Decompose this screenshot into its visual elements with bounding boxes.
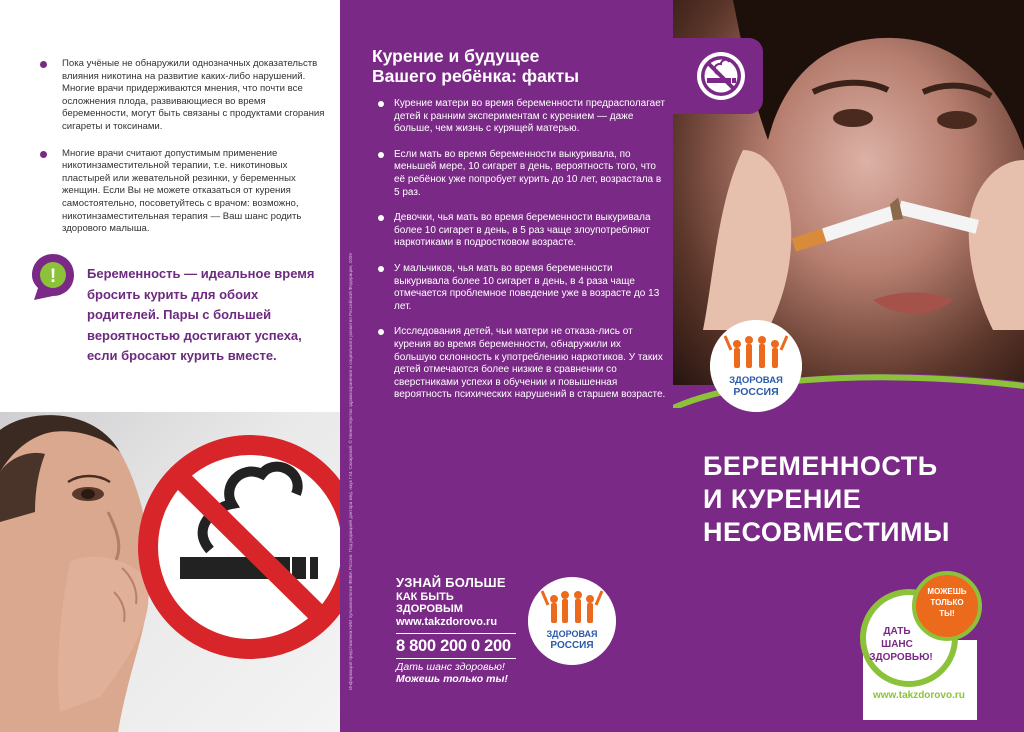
- smoking-woman-photo: [0, 412, 340, 732]
- brochure-title: [703, 450, 1003, 549]
- zdorovaya-rossiya-logo: [710, 320, 802, 412]
- no-smoking-sign: [148, 445, 340, 649]
- right-panel: [673, 0, 1024, 732]
- no-smoking-badge: [673, 38, 763, 114]
- fact-item: Исследования детей, чьи матери не отказа-лись от курения во время беременности, обнаружили их большую склонность к употреблению наркотиков. У таких детей отмечаются более низкие в сравнении со сверстниками успехи в обучении и повышенная вероятность психических нарушений в старшем возрасте.: [376, 326, 666, 402]
- vertical-note: Информация представлена НИИ пульмонологии ФМБА России. Под редакцией доктора мед. наук Г.М. Сахаровой. © Министерство здравоохранения и социального развития Российской Федерации, 2009: [348, 253, 353, 690]
- middle-panel: [340, 0, 673, 732]
- learn-more-heading: УЗНАЙ БОЛЬШЕ: [396, 575, 506, 590]
- website-link[interactable]: www.takzdorovo.ru: [873, 690, 965, 701]
- exclamation-icon: [30, 252, 76, 302]
- logo-text-line-2: РОССИЯ: [733, 386, 779, 398]
- logo-text-line-1: ЗДОРОВАЯ: [729, 375, 783, 386]
- title-line-2: И КУРЕНИЕ: [703, 484, 862, 514]
- exclamation-mark: !: [49, 266, 57, 287]
- smoking-woman-illustration: [0, 412, 340, 732]
- facts-list: [376, 98, 666, 415]
- left-bullet-1: Пока учёные не обнаружили однозначных доказательств влияния никотина на развитие каких-либо нарушений. Многие врачи придерживаются мнения, что почти все осложнения плода, развивающиеся во время беременности, могут быть связаны с продуктами сгорания сигареты и токсинами.: [38, 58, 328, 134]
- bubble-orange-line-3: ТЫ!: [939, 609, 955, 618]
- fact-item: У мальчиков, чья мать во время беременности выкуривала более 10 сигарет в день, в 4 раза чаще отмечается проблемное поведение уже в возрасте до 13 лет.: [376, 263, 666, 313]
- left-panel: [0, 0, 340, 732]
- slogan-line-2: Можешь только ты!: [396, 673, 508, 685]
- zdorovaya-rossiya-logo: [528, 577, 616, 665]
- no-smoking-icon: [673, 38, 763, 114]
- facts-title-line-2: Вашего ребёнка: факты: [372, 66, 580, 86]
- fact-item: Если мать во время беременности выкуривала, по меньшей мере, 10 сигарет в день, вероятность того, что её ребёнок уже попробует курить до 10 лет, возрастала в 5 раз.: [376, 149, 666, 199]
- fact-item: Девочки, чья мать во время беременности выкуривала более 10 сигарет в день, в 5 раз чаще злоупотребляют наркотиками в подростковом возрасте.: [376, 212, 666, 250]
- bubble-green-line-2: ШАНС: [881, 639, 913, 650]
- slogan-line-1: Дать шанс здоровью!: [396, 661, 505, 673]
- left-bullet-list: [38, 58, 328, 250]
- hotline-phone[interactable]: 8 800 200 0 200: [396, 633, 516, 659]
- facts-title: [372, 46, 662, 86]
- title-line-1: БЕРЕМЕННОСТЬ: [703, 451, 938, 481]
- callout-text: Беременность — идеальное время бросить курить для обоих родителей. Пары с большей вероятностью достигают успеха, если бросают курить вместе.: [87, 266, 315, 363]
- left-bullet-2: Многие врачи считают допустимым применение никотинзаместительной терапии, т.е. никотиновых пластырей или жевательной резинки, у беременных женщин. Если Вы не можете отказаться от курения самостоятельно, посоветуйтесь с врачом: возможно, никотинзаместительная терапия — Ваш шанс родить здорового малыша.: [38, 148, 328, 236]
- website-link[interactable]: www.takzdorovo.ru: [396, 616, 498, 628]
- learn-more-block: [396, 575, 516, 685]
- fact-item: Курение матери во время беременности предрасполагает детей к ранним экспериментам с курением — даже больше, чем жизнь с курящей матерью.: [376, 98, 666, 136]
- bubble-orange-line-2: ТОЛЬКО: [930, 598, 964, 607]
- logo-text-line-1: ЗДОРОВАЯ: [546, 629, 598, 639]
- title-line-3: НЕСОВМЕСТИМЫ: [703, 517, 950, 547]
- broken-cigarette: [790, 176, 983, 288]
- logo-text-line-2: РОССИЯ: [550, 640, 594, 651]
- learn-more-subheading: КАК БЫТЬ ЗДОРОВЫМ: [396, 591, 463, 615]
- bubble-green-line-1: ДАТЬ: [883, 626, 911, 637]
- bubble-orange-line-1: МОЖЕШЬ: [927, 587, 967, 596]
- facts-title-line-1: Курение и будущее: [372, 46, 540, 66]
- bubble-green-line-3: ЗДОРОВЬЮ!: [869, 652, 933, 663]
